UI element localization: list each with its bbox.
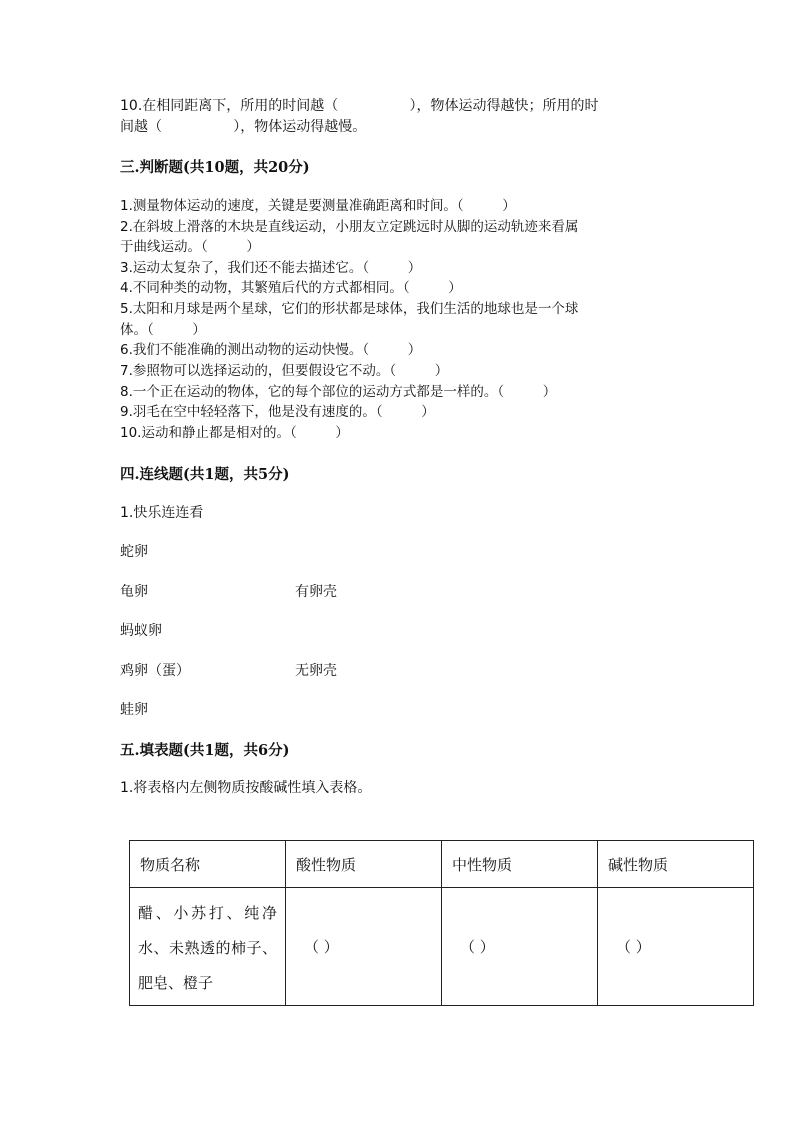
matching-left-item: 鸡卵（蛋） [120, 663, 190, 679]
section-4-heading: 四.连线题(共1题，共5分) [120, 466, 290, 483]
header-neutral: 中性物质 [442, 841, 598, 888]
substances-cell: 醋、小苏打、纯净水、未熟透的柿子、肥皂、橙子 [130, 888, 286, 1006]
judge-item: 4.不同种类的动物，其繁殖后代的方式都相同。（ ） [120, 280, 462, 296]
matching-left-item: 蚂蚁卵 [120, 623, 162, 639]
header-substance-name: 物质名称 [130, 841, 286, 888]
table-row [130, 888, 754, 1006]
question-10-line-1: 10.在相同距离下，所用的时间越（ ），物体运动得越快；所用的时 [120, 98, 599, 114]
judge-item: 1.测量物体运动的速度，关键是要测量准确距离和时间。（ ） [120, 198, 516, 214]
judge-item: 6.我们不能准确的测出动物的运动快慢。（ ） [120, 342, 422, 358]
acidic-blank: （ ） [286, 888, 442, 1006]
matching-right-item: 无卵壳 [295, 663, 337, 679]
judge-item: 5.太阳和月球是两个星球，它们的形状都是球体，我们生活的地球也是一个球 [120, 301, 579, 317]
judge-item: 于曲线运动。（ ） [120, 239, 260, 255]
matching-left-item: 蛙卵 [120, 702, 148, 718]
matching-right-item: 有卵壳 [295, 584, 337, 600]
alkaline-blank: （ ） [598, 888, 754, 1006]
table-header-row [130, 841, 754, 888]
judge-item: 9.羽毛在空中轻轻落下，他是没有速度的。（ ） [120, 404, 435, 420]
judge-item: 体。（ ） [120, 322, 206, 338]
matching-question: 1.快乐连连看 [120, 505, 204, 521]
neutral-blank: （ ） [442, 888, 598, 1006]
matching-left-item: 蛇卵 [120, 544, 148, 560]
question-10-line-2: 间越（ ），物体运动得越慢。 [120, 119, 367, 135]
section-3-heading: 三.判断题(共10题，共20分) [120, 159, 310, 176]
table-question: 1.将表格内左侧物质按酸碱性填入表格。 [120, 780, 372, 796]
judge-item: 2.在斜坡上滑落的木块是直线运动，小朋友立定跳远时从脚的运动轨迹来看属 [120, 219, 579, 235]
judge-item: 8.一个正在运动的物体，它的每个部位的运动方式都是一样的。（ ） [120, 384, 557, 400]
header-acidic: 酸性物质 [286, 841, 442, 888]
judge-item: 10.运动和静止都是相对的。（ ） [120, 425, 349, 441]
header-alkaline: 碱性物质 [598, 841, 754, 888]
classification-table [129, 840, 754, 1006]
matching-left-item: 龟卵 [120, 584, 148, 600]
judge-item: 7.参照物可以选择运动的，但要假设它不动。（ ） [120, 363, 449, 379]
section-5-heading: 五.填表题(共1题，共6分) [120, 742, 290, 759]
judge-item: 3.运动太复杂了，我们还不能去描述它。（ ） [120, 260, 422, 276]
